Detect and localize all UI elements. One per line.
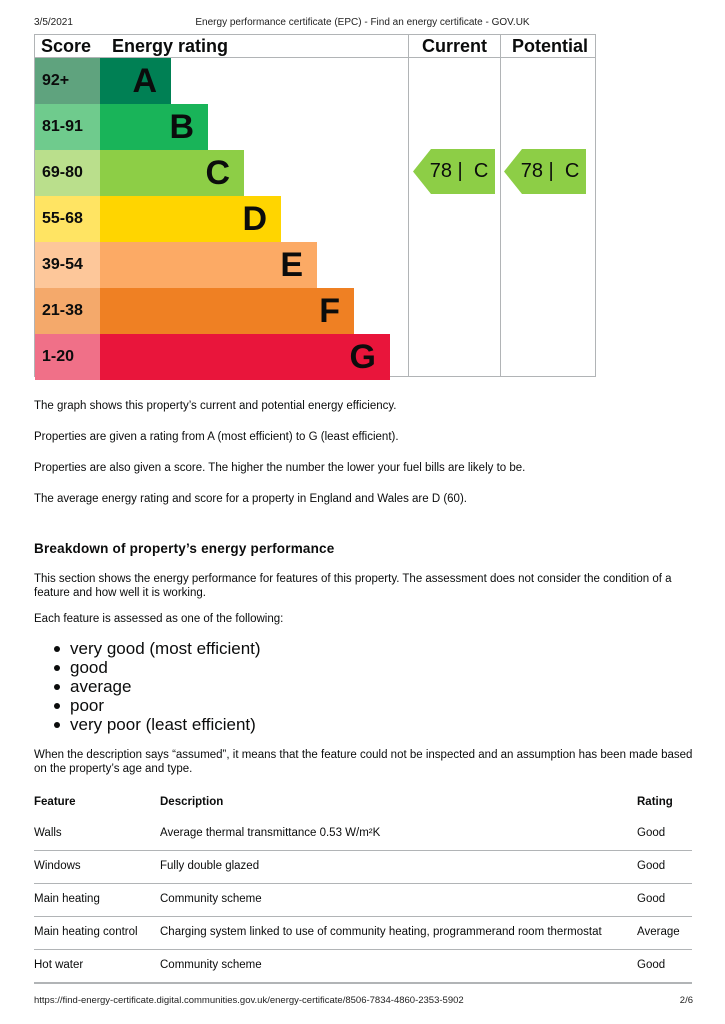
potential-rating-label: 78 | C <box>520 160 580 182</box>
rating-column-header: Rating <box>637 796 673 808</box>
energy-rating-column-header: Energy rating <box>112 36 229 56</box>
band-letter: G <box>349 338 376 376</box>
potential-column-header: Potential <box>512 36 589 56</box>
table-row <box>34 818 692 851</box>
feature-cell: Main heating control <box>34 926 138 938</box>
description-cell: Community scheme <box>160 893 262 905</box>
page-title: Energy performance certificate (EPC) - Find an energy certificate - GOV.UK <box>195 17 530 28</box>
current-rating-label: 78 | C <box>429 160 489 182</box>
table-row <box>34 950 692 984</box>
list-item: average <box>34 677 261 696</box>
rating-band-f <box>35 288 407 334</box>
breakdown-heading: Breakdown of property’s energy performance <box>34 541 335 556</box>
band-score-range: 81-91 <box>35 104 100 150</box>
assessment-intro: Each feature is assessed as one of the following: <box>34 613 284 625</box>
rating-scale-list <box>34 639 261 734</box>
rating-band-a <box>35 58 407 104</box>
assumed-note: When the description says “assumed”, it means that the feature could not be inspected and an assumption has been made based on the property’s age and type. <box>34 749 693 775</box>
list-item: very good (most efficient) <box>34 639 261 658</box>
energy-rating-chart <box>34 34 596 377</box>
band-score-range: 69-80 <box>35 150 100 196</box>
rating-cell: Good <box>637 860 666 872</box>
band-bar <box>100 104 208 150</box>
description-cell: Average thermal transmittance 0.53 W/m²K <box>160 827 381 839</box>
band-score-range: 1-20 <box>35 334 100 380</box>
rating-band-d <box>35 196 407 242</box>
band-bar <box>100 242 317 288</box>
band-score-range: 39-54 <box>35 242 100 288</box>
band-bar <box>100 334 390 380</box>
current-column-header: Current <box>422 36 488 56</box>
rating-cell: Good <box>637 893 666 905</box>
page-url: https://find-energy-certificate.digital.communities.gov.uk/energy-certificate/8506-7834-4860-2353-5902 <box>34 995 464 1006</box>
band-score-range: 55-68 <box>35 196 100 242</box>
feature-cell: Hot water <box>34 959 84 971</box>
page-number: 2/6 <box>679 995 693 1006</box>
table-row <box>34 851 692 884</box>
rating-band-c <box>35 150 407 196</box>
list-item: poor <box>34 696 261 715</box>
band-letter: A <box>132 62 157 100</box>
description-cell: Fully double glazed <box>160 860 260 872</box>
band-letter: F <box>319 292 340 330</box>
graph-description: The graph shows this property’s current and potential energy efficiency. <box>34 400 397 412</box>
rating-description: Properties are given a rating from A (most efficient) to G (least efficient). <box>34 431 399 443</box>
table-row <box>34 917 692 950</box>
band-letter: E <box>280 246 303 284</box>
rating-band-b <box>35 104 407 150</box>
feature-cell: Windows <box>34 860 81 872</box>
score-column-header: Score <box>41 36 92 56</box>
column-divider <box>500 35 501 376</box>
band-letter: D <box>242 200 267 238</box>
band-score-range: 21-38 <box>35 288 100 334</box>
band-bar <box>100 196 281 242</box>
rating-cell: Average <box>637 926 680 938</box>
list-item: good <box>34 658 261 677</box>
band-bar <box>100 58 171 104</box>
band-score-range: 92+ <box>35 58 100 104</box>
band-letter: C <box>205 154 230 192</box>
potential-rating-arrow <box>504 149 586 194</box>
table-header-row <box>34 787 692 818</box>
description-cell: Community scheme <box>160 959 262 971</box>
feature-cell: Walls <box>34 827 62 839</box>
print-date: 3/5/2021 <box>34 17 73 28</box>
band-letter: B <box>169 108 194 146</box>
score-description: Properties are also given a score. The higher the number the lower your fuel bills are likely to be. <box>34 462 526 474</box>
average-rating-description: The average energy rating and score for a property in England and Wales are D (60). <box>34 493 467 505</box>
rating-band-g <box>35 334 407 380</box>
rating-cell: Good <box>637 959 666 971</box>
table-row <box>34 884 692 917</box>
description-cell: Charging system linked to use of community heating, programmerand room thermostat <box>160 926 602 938</box>
breakdown-intro: This section shows the energy performance for features of this property. The assessment does not consider the condition of a feature and how well it is working. <box>34 573 672 599</box>
band-bar <box>100 288 354 334</box>
feature-column-header: Feature <box>34 796 76 808</box>
column-divider <box>408 35 409 376</box>
band-bar <box>100 150 244 196</box>
description-column-header: Description <box>160 796 224 808</box>
feature-table <box>34 787 692 984</box>
rating-cell: Good <box>637 827 666 839</box>
list-item: very poor (least efficient) <box>34 715 261 734</box>
rating-band-e <box>35 242 407 288</box>
current-rating-arrow <box>413 149 495 194</box>
feature-cell: Main heating <box>34 893 100 905</box>
